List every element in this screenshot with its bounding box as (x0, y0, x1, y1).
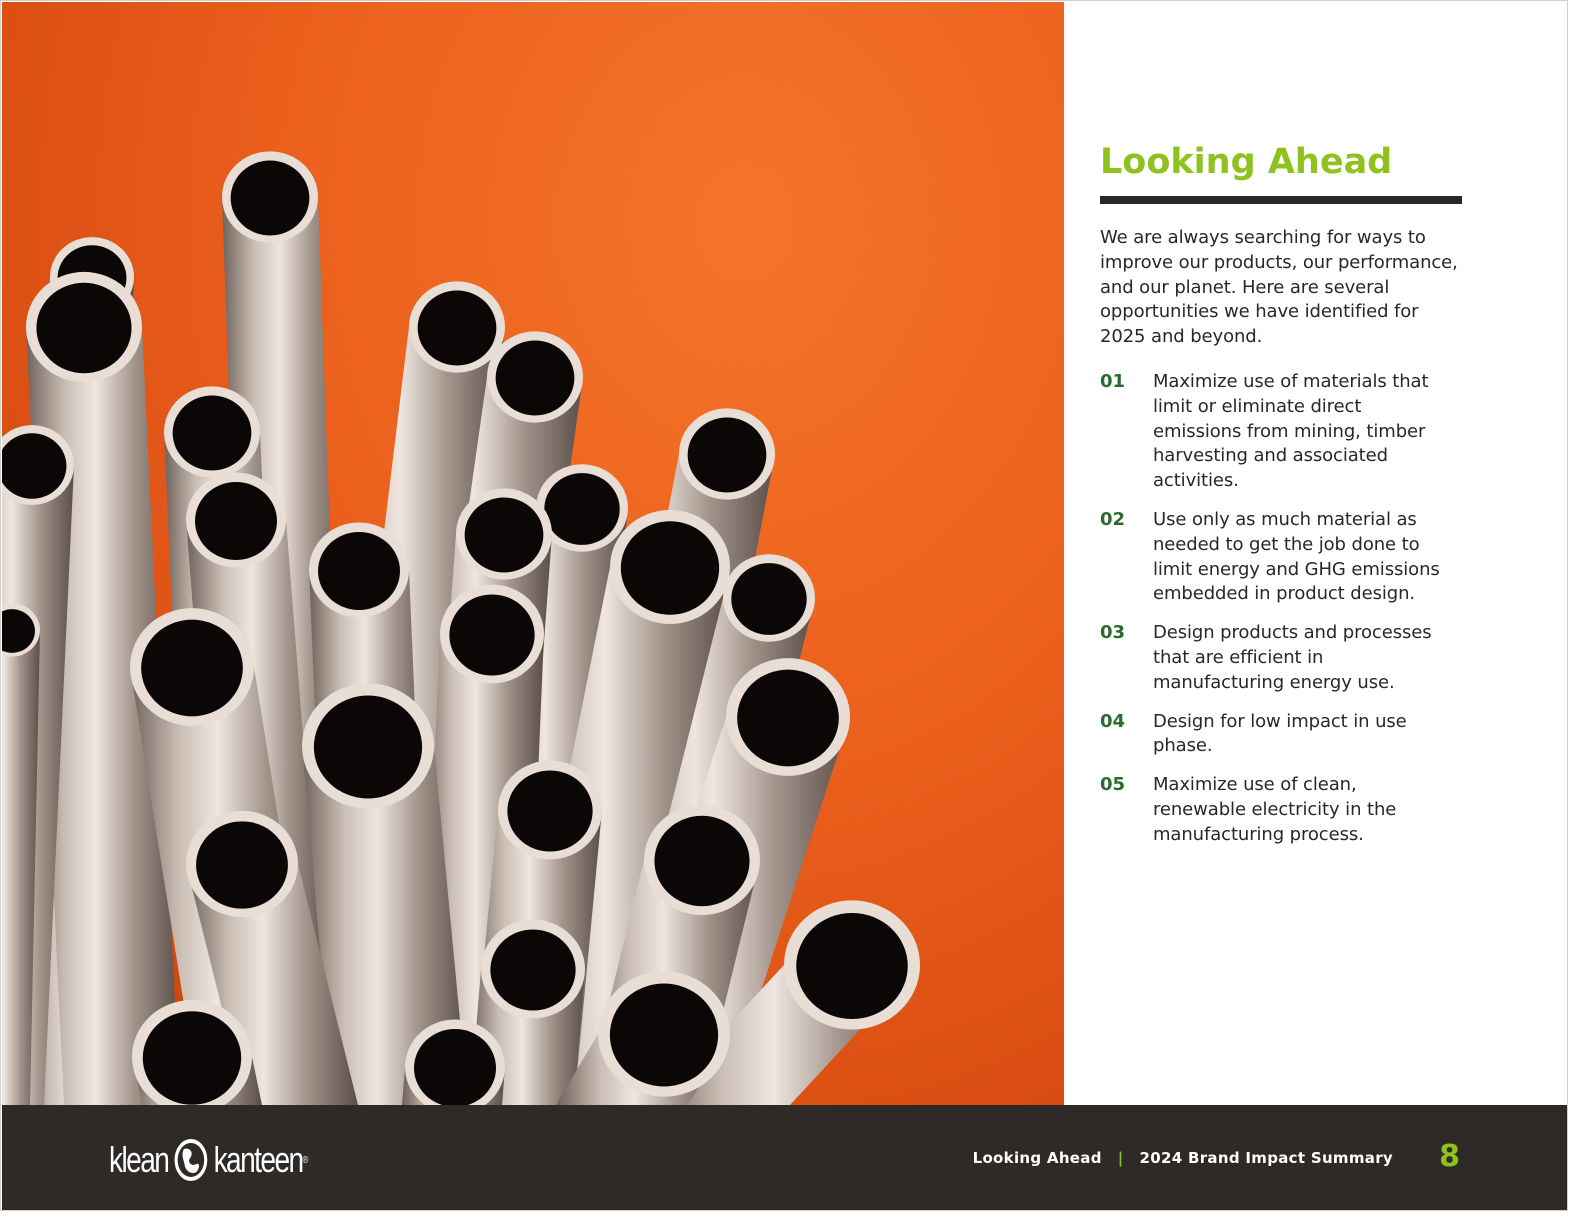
item-text: Design for low impact in use phase. (1153, 710, 1407, 757)
opportunities-list (1100, 370, 1462, 848)
straw-opening (143, 1011, 241, 1105)
looking-ahead-section (1100, 141, 1462, 862)
straws-photo (2, 2, 1064, 1105)
intro-paragraph: We are always searching for ways to improve our products, our performance, and our planet. Here are several opportunities we have identified for 2025 and beyond. (1100, 227, 1458, 348)
klean-kanteen-logo (109, 1135, 308, 1185)
straw-opening (610, 984, 718, 1087)
item-number: 01 (1100, 370, 1126, 392)
straw-opening (196, 821, 288, 908)
straw-opening (496, 341, 575, 416)
list-item (1100, 710, 1462, 760)
title-divider (1100, 196, 1462, 204)
footer-report-title: 2024 Brand Impact Summary (1139, 1149, 1393, 1167)
page-title: Looking Ahead (1100, 142, 1393, 182)
list-item (1100, 773, 1462, 847)
straw-opening (737, 670, 839, 767)
logo-word-left: klean (109, 1139, 169, 1180)
item-text: Maximize use of clean, renewable electricity in the manufacturing process. (1153, 774, 1397, 845)
item-number: 05 (1100, 774, 1126, 796)
straw-opening (173, 396, 252, 471)
logo-word-right: kanteen (213, 1139, 303, 1180)
straw-opening (490, 929, 575, 1010)
page-footer (2, 1105, 1568, 1211)
footer-breadcrumb (973, 1149, 1393, 1167)
straw-opening (621, 521, 719, 615)
straw-opening (418, 291, 497, 366)
straw-opening (314, 696, 422, 799)
footer-section-label: Looking Ahead (972, 1149, 1102, 1167)
straw-opening (36, 283, 131, 373)
item-number: 04 (1100, 710, 1126, 732)
item-text: Maximize use of materials that limit or eliminate direct emissions from mining, timber harvesting and associated activities. (1153, 370, 1429, 492)
item-number: 03 (1100, 622, 1126, 644)
list-item (1100, 621, 1462, 695)
straw-opening (507, 770, 592, 851)
page-number: 8 (1439, 1139, 1460, 1174)
list-item (1100, 508, 1462, 607)
straw-opening (141, 620, 243, 717)
straw-opening (231, 161, 310, 236)
straw-opening (796, 913, 908, 1019)
straws-illustration (2, 2, 1064, 1105)
straw-opening (414, 1029, 496, 1105)
straw-opening (195, 482, 277, 560)
item-text: Use only as much material as needed to get the job done to limit energy and GHG emissions embedded in product design. (1153, 508, 1440, 605)
footer-separator: | (1117, 1149, 1124, 1167)
item-text: Design products and processes that are efficient in manufacturing energy use. (1153, 622, 1432, 693)
list-item (1100, 370, 1462, 494)
straw-opening (688, 418, 767, 493)
straw-opening (654, 816, 749, 906)
straw-opening (544, 473, 619, 545)
item-number: 02 (1100, 508, 1126, 530)
straw-opening (465, 498, 544, 573)
globe-icon (173, 1137, 209, 1183)
straw-opening (318, 532, 400, 610)
straw-opening (731, 563, 806, 635)
straw-opening (449, 594, 534, 675)
registered-mark: ® (302, 1154, 309, 1166)
